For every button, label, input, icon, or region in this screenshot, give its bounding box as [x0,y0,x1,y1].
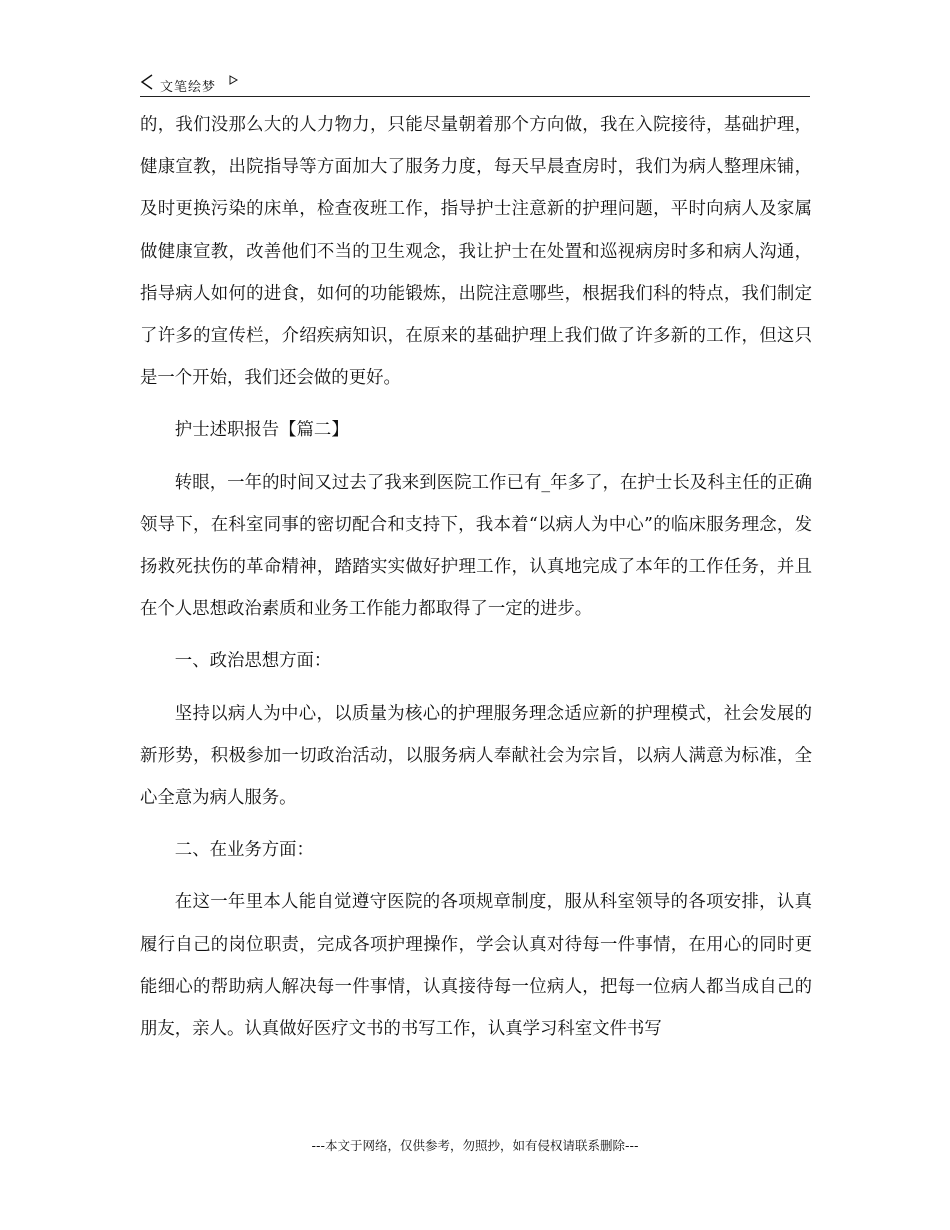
paragraph-continuation: 的，我们没那么大的人力物力，只能尽量朝着那个方向做，我在入院接待，基础护理，健康宣教，出院指导等方面加大了服务力度，每天早晨查房时，我们为病人整理床铺，及时更换污染的床单，检查夜班工作，指导护士注意新的护理问题，平时向病人及家属做健康宣教，改善他们不当的卫生观念，我让护士在处置和巡视病房时多和病人沟通，指导病人如何的进食，如何的功能锻炼，出院注意哪些，根据我们科的特点，我们制定了许多的宣传栏，介绍疾病知识，在原来的基础护理上我们做了许多新的工作，但这只是一个开始，我们还会做的更好。 [140,115,812,389]
paragraph-intro: 转眼，一年的时间又过去了我来到医院工作已有_年多了，在护士长及科主任的正确领导下，在科室同事的密切配合和支持下，我本着“以病人为中心”的临床服务理念，发扬救死扶伤的革命精神，踏踏实实做好护理工作，认真地完成了本年的工作任务，并且在个人思想政治素质和业务工作能力都取得了一定的进步。 [140,472,812,620]
header-brand: 文笔绘梦 [160,80,217,95]
page-header [140,72,810,97]
page-footer: ---本文于网络，仅供参考，勿照抄，如有侵权请联系删除--- [311,1138,639,1153]
document-body [140,104,812,1060]
section-title: 护士述职报告【篇二】 [174,420,349,441]
subheading-business: 二、在业务方面： [174,840,314,861]
paragraph-politics: 坚持以病人为中心，以质量为核心的护理服务理念适应新的护理模式，社会发展的新形势，积极参加一切政治活动，以服务病人奉献社会为宗旨，以病人满意为标准，全心全意为病人服务。 [140,703,812,809]
subheading-politics: 一、政治思想方面： [174,651,332,672]
paragraph-business: 在这一年里本人能自觉遵守医院的各项规章制度，服从科室领导的各项安排，认真履行自己的岗位职责，完成各项护理操作，学会认真对待每一件事情，在用心的同时更能细心的帮助病人解决每一件事情，认真接待每一位病人，把每一位病人都当成自己的朋友，亲人。认真做好医疗文书的书写工作，认真学习科室文件书写 [140,892,812,1040]
triangle-left-icon [140,74,154,90]
triangle-right-icon [229,75,238,85]
